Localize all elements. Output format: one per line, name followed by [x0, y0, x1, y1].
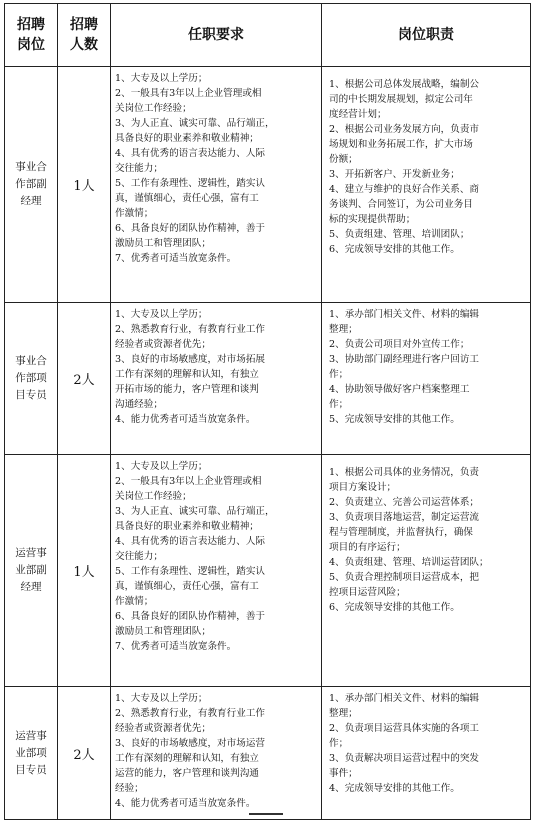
duties-cell — [322, 303, 531, 455]
duty-line: 度经营计划； — [329, 109, 387, 120]
headcount-cell: 1人 — [58, 67, 111, 303]
requirement-line: 3、良好的市场敏感度，对市场运营 — [115, 738, 266, 749]
requirement-line: 6、具备良好的团队协作精神，善于 — [115, 611, 266, 622]
position-line: 经理 — [20, 195, 42, 207]
header-requirements: 任职要求 — [111, 4, 322, 67]
requirement-line: 真，谨慎细心，责任心强，富有工 — [115, 193, 259, 204]
requirement-line: 激励员工和管理团队； — [115, 238, 211, 249]
duty-line: 作； — [329, 399, 349, 410]
header-count — [58, 4, 111, 67]
requirement-line: 激励员工和管理团队； — [115, 626, 211, 637]
requirement-line: 工作有深刻的理解和认知，有独立 — [115, 369, 259, 380]
requirement-line: 关岗位工作经验； — [115, 491, 192, 502]
position-line: 运营事 — [15, 547, 47, 559]
requirements-cell — [111, 687, 322, 820]
requirement-line: 1、大专及以上学历； — [115, 73, 208, 84]
duty-line: 务谈判、合同签订，为公司业务目 — [329, 199, 473, 210]
duty-line: 整理； — [329, 708, 358, 719]
table-row — [5, 303, 531, 455]
duty-line: 5、负责组建、管理、培训团队； — [329, 229, 470, 240]
duty-line: 2、负责建立、完善公司运营体系； — [329, 497, 480, 508]
duty-line: 份额； — [329, 154, 358, 165]
duty-line: 2、负责项目运营具体实施的各项工 — [329, 723, 480, 734]
requirement-line: 2、熟悉教育行业，有教育行业工作 — [115, 708, 266, 719]
requirement-line: 3、为人正直、诚实可靠、品行端正， — [115, 118, 275, 129]
duty-line: 控项目运营风险； — [329, 587, 406, 598]
duty-line: 5、完成领导安排的其他工作。 — [329, 414, 460, 425]
header-count-line: 人数 — [70, 37, 98, 53]
position-cell — [5, 455, 58, 687]
position-cell — [5, 67, 58, 303]
duty-line: 1、根据公司具体的业务情况，负责 — [329, 467, 480, 478]
duty-line: 2、根据公司业务发展方向，负责市 — [329, 124, 480, 135]
requirement-line: 经验者或资源者优先； — [115, 723, 211, 734]
position-line: 目专员 — [15, 763, 47, 776]
headcount-cell: 2人 — [58, 687, 111, 820]
requirement-line: 运营的能力，客户管理和谈判沟通 — [115, 768, 259, 779]
requirement-line: 作激情； — [115, 208, 154, 219]
requirement-line: 6、具备良好的团队协作精神，善于 — [115, 223, 266, 234]
duty-line: 项目的有序运行； — [329, 542, 406, 553]
requirement-line: 3、为人正直、诚实可靠、品行端正， — [115, 506, 275, 517]
position-line: 业部副 — [15, 564, 47, 576]
duties-cell — [322, 455, 531, 687]
duty-line: 6、完成领导安排的其他工作。 — [329, 244, 460, 255]
requirement-line: 关岗位工作经验； — [115, 103, 192, 114]
requirement-line: 2、一般具有3年以上企业管理或相 — [115, 88, 262, 99]
duty-line: 5、负责合理控制项目运营成本，把 — [329, 572, 480, 583]
duty-line: 1、承办部门相关文件、材料的编辑 — [329, 309, 480, 320]
duty-line: 4、负责组建、管理、培训运营团队； — [329, 557, 489, 568]
requirements-cell — [111, 303, 322, 455]
requirement-line: 7、优秀者可适当放宽条件。 — [115, 641, 237, 652]
position-line: 目专员 — [15, 389, 47, 401]
position-line: 作部副 — [15, 178, 47, 190]
requirement-line: 5、工作有条理性、逻辑性，踏实认 — [115, 178, 266, 189]
duties-cell — [322, 687, 531, 820]
headcount-cell: 1人 — [58, 455, 111, 687]
requirements-cell — [111, 67, 322, 303]
header-position-line: 招聘 — [17, 17, 45, 33]
duty-line: 3、协助部门副经理进行客户回访工 — [329, 354, 480, 365]
duty-line: 3、负责解决项目运营过程中的突发 — [329, 753, 480, 764]
position-cell — [5, 687, 58, 820]
requirement-line: 1、大专及以上学历； — [115, 309, 208, 320]
duty-line: 事件； — [329, 768, 358, 779]
duty-line: 3、开拓新客户、开发新业务； — [329, 169, 460, 180]
duty-line: 标的实现提供帮助； — [329, 214, 416, 225]
position-line: 经理 — [20, 581, 42, 593]
requirement-line: 交往能力； — [115, 163, 163, 174]
header-count-line: 招聘 — [70, 17, 98, 33]
header-duties: 岗位职责 — [322, 4, 531, 67]
duty-line: 项目方案设计； — [329, 482, 397, 493]
duties-cell — [322, 67, 531, 303]
duty-line: 4、协助领导做好客户档案整理工 — [329, 384, 470, 395]
recruitment-table — [4, 3, 531, 820]
duty-line: 2、负责公司项目对外宣传工作； — [329, 339, 470, 350]
requirement-line: 具备良好的职业素养和敬业精神； — [115, 521, 259, 532]
duty-line: 6、完成领导安排的其他工作。 — [329, 602, 460, 613]
requirement-line: 2、一般具有3年以上企业管理或相 — [115, 476, 262, 487]
position-line: 事业合 — [15, 161, 47, 173]
requirement-line: 真，谨慎细心，责任心强，富有工 — [115, 581, 259, 592]
duty-line: 1、承办部门相关文件、材料的编辑 — [329, 693, 480, 704]
requirement-line: 5、工作有条理性、逻辑性，踏实认 — [115, 566, 266, 577]
duty-line: 3、负责项目落地运营，制定运营流 — [329, 512, 480, 523]
position-line: 事业合 — [15, 355, 47, 367]
duty-line: 司的中长期发展规划，拟定公司年 — [329, 94, 473, 105]
header-position-line: 岗位 — [17, 37, 45, 53]
duty-line: 4、完成领导安排的其他工作。 — [329, 783, 460, 794]
table-row — [5, 67, 531, 303]
requirements-cell — [111, 455, 322, 687]
requirement-line: 沟通经验； — [115, 399, 163, 410]
requirement-line: 1、大专及以上学历； — [115, 461, 208, 472]
requirement-line: 4、能力优秀者可适当放宽条件。 — [115, 414, 256, 425]
requirement-line: 4、具有优秀的语言表达能力、人际 — [115, 536, 266, 547]
footer-divider — [249, 813, 283, 815]
position-line: 业部项 — [15, 746, 47, 759]
duty-line: 程与管理制度，并监督执行，确保 — [329, 527, 473, 538]
requirement-line: 具备良好的职业素养和敬业精神； — [115, 133, 259, 144]
table-row — [5, 687, 531, 820]
table-row — [5, 455, 531, 687]
position-line: 运营事 — [15, 729, 47, 742]
requirement-line: 作激情； — [115, 596, 154, 607]
header-row — [5, 4, 531, 67]
duty-line: 1、根据公司总体发展战略，编制公 — [329, 79, 480, 90]
duty-line: 场规划和业务拓展工作，扩大市场 — [329, 139, 473, 150]
headcount-cell: 2人 — [58, 303, 111, 455]
requirement-line: 2、熟悉教育行业，有教育行业工作 — [115, 324, 266, 335]
position-line: 作部项 — [15, 372, 47, 384]
duty-line: 4、建立与维护的良好合作关系、商 — [329, 184, 480, 195]
duty-line: 作； — [329, 369, 349, 380]
duty-line: 作； — [329, 738, 349, 749]
header-position — [5, 4, 58, 67]
requirement-line: 4、具有优秀的语言表达能力、人际 — [115, 148, 266, 159]
requirement-line: 3、良好的市场敏感度，对市场拓展 — [115, 354, 266, 365]
requirement-line: 开拓市场的能力，客户管理和谈判 — [115, 384, 259, 395]
requirement-line: 工作有深刻的理解和认知，有独立 — [115, 753, 259, 764]
requirement-line: 7、优秀者可适当放宽条件。 — [115, 253, 237, 264]
position-cell — [5, 303, 58, 455]
requirement-line: 经验者或资源者优先； — [115, 339, 211, 350]
requirement-line: 1、大专及以上学历； — [115, 693, 208, 704]
duty-line: 整理； — [329, 324, 358, 335]
requirement-line: 交往能力； — [115, 551, 163, 562]
requirement-line: 4、能力优秀者可适当放宽条件。 — [115, 798, 256, 809]
requirement-line: 经验； — [115, 783, 144, 794]
